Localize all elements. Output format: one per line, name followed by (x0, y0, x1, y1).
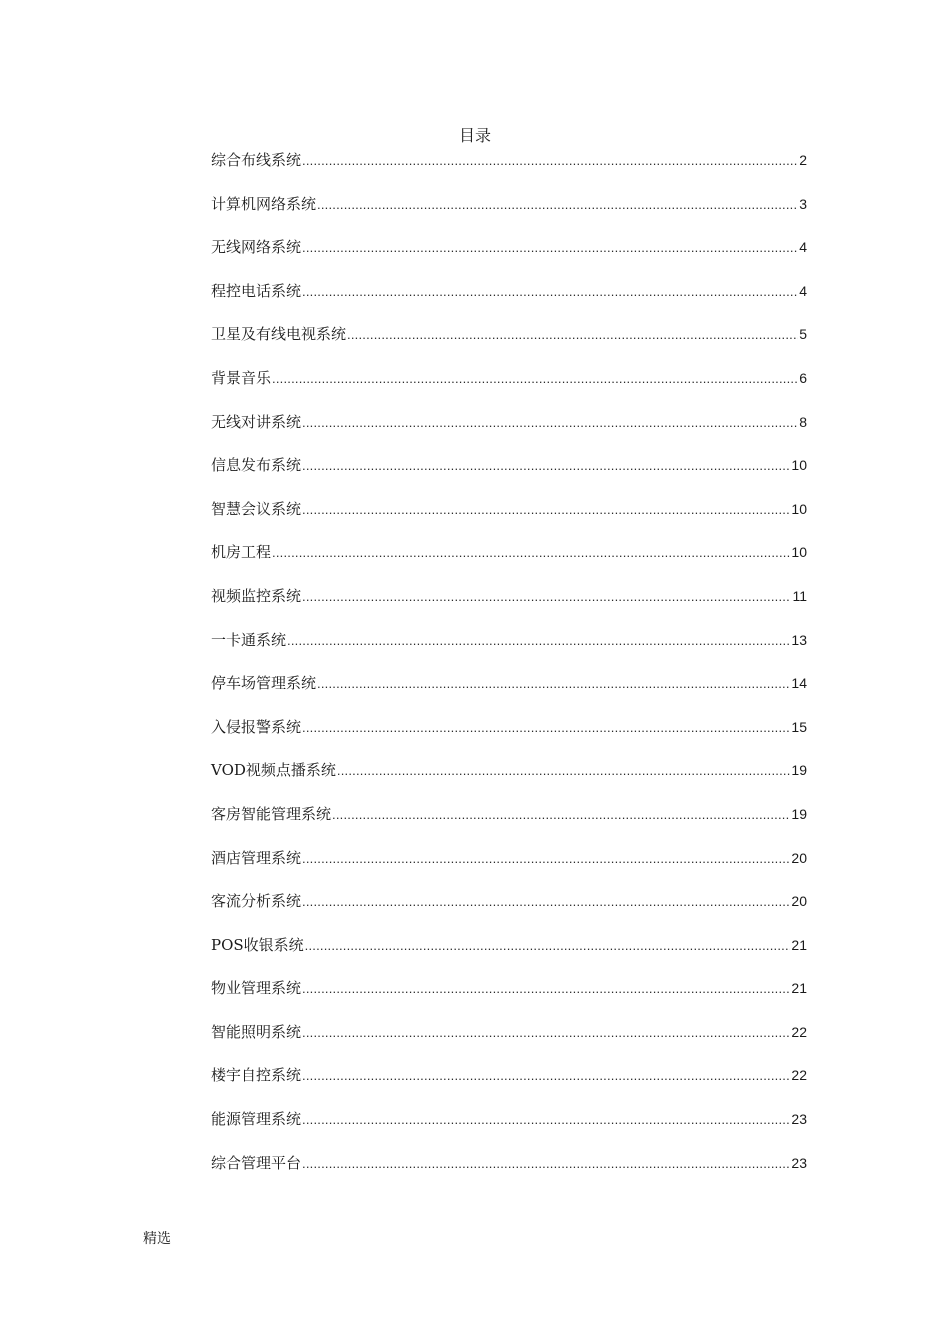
toc-entry-label: 无线网络系统 (211, 238, 302, 257)
toc-entry-label: 楼宇自控系统 (211, 1066, 302, 1085)
toc-entry-page-number: 20 (791, 849, 807, 866)
toc-entry-label: 入侵报警系统 (211, 717, 302, 736)
toc-entry[interactable] (211, 1064, 807, 1108)
toc-entry-page-number: 23 (791, 1154, 807, 1171)
toc-entry[interactable] (211, 541, 807, 585)
toc-dot-leader (347, 324, 798, 346)
toc-entry-label: 酒店管理系统 (211, 848, 302, 867)
table-of-contents (211, 149, 807, 1195)
toc-dot-leader (302, 237, 798, 259)
toc-entry-page-number: 10 (791, 544, 807, 561)
toc-dot-leader (302, 150, 798, 172)
toc-entry-label: 一卡通系统 (211, 630, 287, 649)
toc-entry-page-number: 19 (791, 762, 807, 779)
toc-entry[interactable] (211, 149, 807, 193)
toc-entry[interactable] (211, 803, 807, 847)
toc-entry-page-number: 20 (791, 893, 807, 910)
toc-dot-leader (332, 804, 790, 826)
toc-entry[interactable] (211, 1021, 807, 1065)
toc-entry-label: 客房智能管理系统 (211, 804, 332, 823)
toc-entry-label: 卫星及有线电视系统 (211, 325, 347, 344)
toc-dot-leader (302, 848, 790, 870)
toc-title: 目录 (458, 126, 491, 145)
footer-note: 精选 (143, 1231, 171, 1247)
toc-entry-page-number: 10 (791, 457, 807, 474)
toc-dot-leader (272, 542, 790, 564)
toc-entry-label: 综合管理平台 (211, 1153, 302, 1172)
toc-entry[interactable] (211, 759, 807, 803)
toc-entry-label: 视频监控系统 (211, 586, 302, 605)
toc-entry-label: 计算机网络系统 (211, 194, 317, 213)
toc-entry-page-number: 23 (791, 1111, 807, 1128)
toc-entry[interactable] (211, 193, 807, 237)
toc-entry[interactable] (211, 1152, 807, 1196)
toc-entry-page-number: 21 (791, 980, 807, 997)
toc-dot-leader (302, 717, 790, 739)
toc-entry-label: 客流分析系统 (211, 892, 302, 911)
toc-entry-label: 信息发布系统 (211, 456, 302, 475)
toc-entry-label: 背景音乐 (211, 368, 272, 387)
toc-entry[interactable] (211, 847, 807, 891)
toc-entry[interactable] (211, 323, 807, 367)
toc-dot-leader (272, 368, 798, 390)
toc-dot-leader (302, 499, 790, 521)
toc-dot-leader (302, 891, 790, 913)
toc-entry-label: 程控电话系统 (211, 281, 302, 300)
toc-entry-page-number: 21 (791, 936, 807, 953)
toc-entry[interactable] (211, 367, 807, 411)
toc-dot-leader (302, 1022, 790, 1044)
toc-entry-label: VOD视频点播系统 (211, 761, 336, 780)
toc-entry[interactable] (211, 454, 807, 498)
toc-entry[interactable] (211, 236, 807, 280)
toc-dot-leader (302, 281, 798, 303)
toc-entry[interactable] (211, 1108, 807, 1152)
toc-entry[interactable] (211, 280, 807, 324)
toc-entry-page-number: 5 (799, 326, 807, 343)
toc-dot-leader (317, 673, 790, 695)
toc-entry-label: 无线对讲系统 (211, 412, 302, 431)
toc-entry-page-number: 19 (791, 805, 807, 822)
toc-entry-page-number: 22 (791, 1067, 807, 1084)
toc-entry[interactable] (211, 934, 807, 978)
toc-dot-leader (302, 1065, 790, 1087)
toc-dot-leader (302, 1109, 790, 1131)
toc-entry-label: 智慧会议系统 (211, 499, 302, 518)
toc-entry-page-number: 13 (791, 631, 807, 648)
toc-entry[interactable] (211, 672, 807, 716)
toc-entry-label: 物业管理系统 (211, 979, 302, 998)
toc-entry-page-number: 11 (792, 587, 807, 604)
toc-entry-label: 综合布线系统 (211, 151, 302, 169)
toc-entry-page-number: 4 (799, 282, 807, 299)
toc-entry-page-number: 4 (799, 239, 807, 256)
toc-entry-label: 机房工程 (211, 543, 272, 562)
toc-dot-leader (302, 1153, 790, 1175)
toc-entry[interactable] (211, 585, 807, 629)
toc-entry-label: 能源管理系统 (211, 1110, 302, 1129)
toc-entry-page-number: 10 (791, 500, 807, 517)
toc-entry[interactable] (211, 977, 807, 1021)
toc-dot-leader (337, 760, 791, 782)
toc-entry[interactable] (211, 716, 807, 760)
toc-entry-page-number: 15 (791, 718, 807, 735)
toc-entry-page-number: 3 (799, 195, 807, 212)
toc-entry-page-number: 2 (799, 152, 807, 168)
toc-dot-leader (302, 412, 798, 434)
toc-dot-leader (287, 630, 790, 652)
toc-entry[interactable] (211, 411, 807, 455)
toc-entry-label: 停车场管理系统 (211, 674, 317, 693)
toc-entry-page-number: 14 (791, 675, 807, 692)
toc-entry-page-number: 8 (799, 413, 807, 430)
toc-entry[interactable] (211, 629, 807, 673)
toc-entry[interactable] (211, 498, 807, 542)
toc-entry-page-number: 6 (799, 369, 807, 386)
toc-entry-label: POS收银系统 (211, 935, 304, 954)
toc-dot-leader (317, 194, 798, 216)
toc-dot-leader (302, 978, 790, 1000)
toc-dot-leader (302, 586, 791, 608)
toc-dot-leader (302, 455, 790, 477)
toc-entry[interactable] (211, 890, 807, 934)
toc-entry-page-number: 22 (791, 1023, 807, 1040)
toc-entry-label: 智能照明系统 (211, 1022, 302, 1041)
toc-dot-leader (305, 935, 791, 957)
